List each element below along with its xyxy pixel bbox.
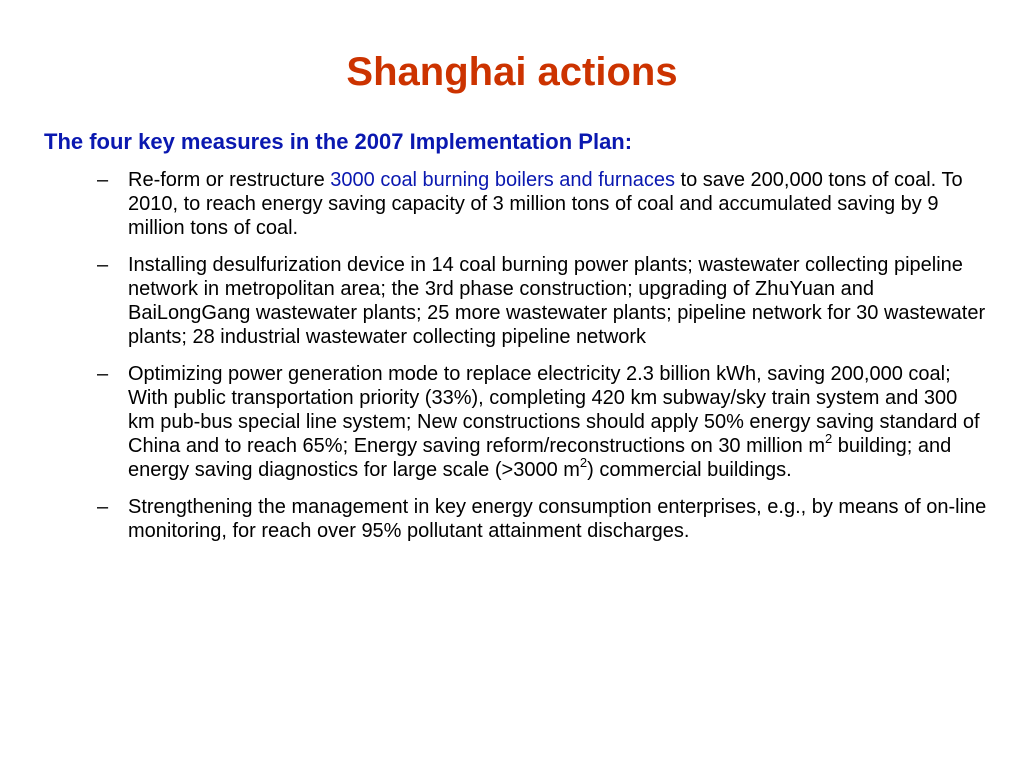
bullet-highlight: 3000 coal burning boilers and furnaces (330, 169, 675, 191)
bullet-dash: – (97, 363, 109, 385)
superscript: 2 (825, 431, 833, 447)
bullet-text: to save 200,000 tons of coal. To 2010, to reach energy saving capacity of 3 million tons of coal and accumulated saving by 9 million tons of coal. (128, 169, 963, 239)
bullet-item-power-generation (97, 362, 987, 482)
bullet-dash: – (97, 254, 109, 276)
bullet-item-management (97, 495, 987, 543)
bullet-dash: – (97, 496, 109, 518)
bullet-dash: – (97, 169, 109, 191)
bullet-text: Optimizing power generation mode to replace electricity 2.3 billion kWh, saving 200,000 coal; With public transportation priority (33%), completing 420 km subway/sky train system and 300 km pub-bus special line system; New constructions should apply 50% energy saving standard of China and to reach 65%; Energy saving reform/reconstructions on 30 million m (128, 363, 980, 457)
bullet-item-desulfurization (97, 253, 987, 349)
slide-title: Shanghai actions (346, 50, 678, 94)
bullet-list (97, 168, 987, 556)
bullet-text: Installing desulfurization device in 14 coal burning power plants; wastewater collecting pipeline network in metropolitan area; the 3rd phase construction; upgrading of ZhuYuan and BaiLongGang wastewater plants; 25 more wastewater plants; pipeline network for 30 wastewater plants; 28 industrial wastewater collecting pipeline network (128, 254, 986, 348)
subheading: The four key measures in the 2007 Implementation Plan: (44, 129, 633, 154)
superscript: 2 (579, 455, 588, 471)
bullet-item-boilers (97, 168, 987, 240)
bullet-text: Re-form or restructure (128, 169, 331, 191)
bullet-text: building; and energy saving diagnostics for large scale (>3000 m (128, 435, 952, 481)
bullet-text: ) commercial buildings. (587, 459, 792, 481)
bullet-text: Strengthening the management in key energy consumption enterprises, e.g., by means of on-line monitoring, for reach over 95% pollutant attainment discharges. (128, 496, 987, 542)
